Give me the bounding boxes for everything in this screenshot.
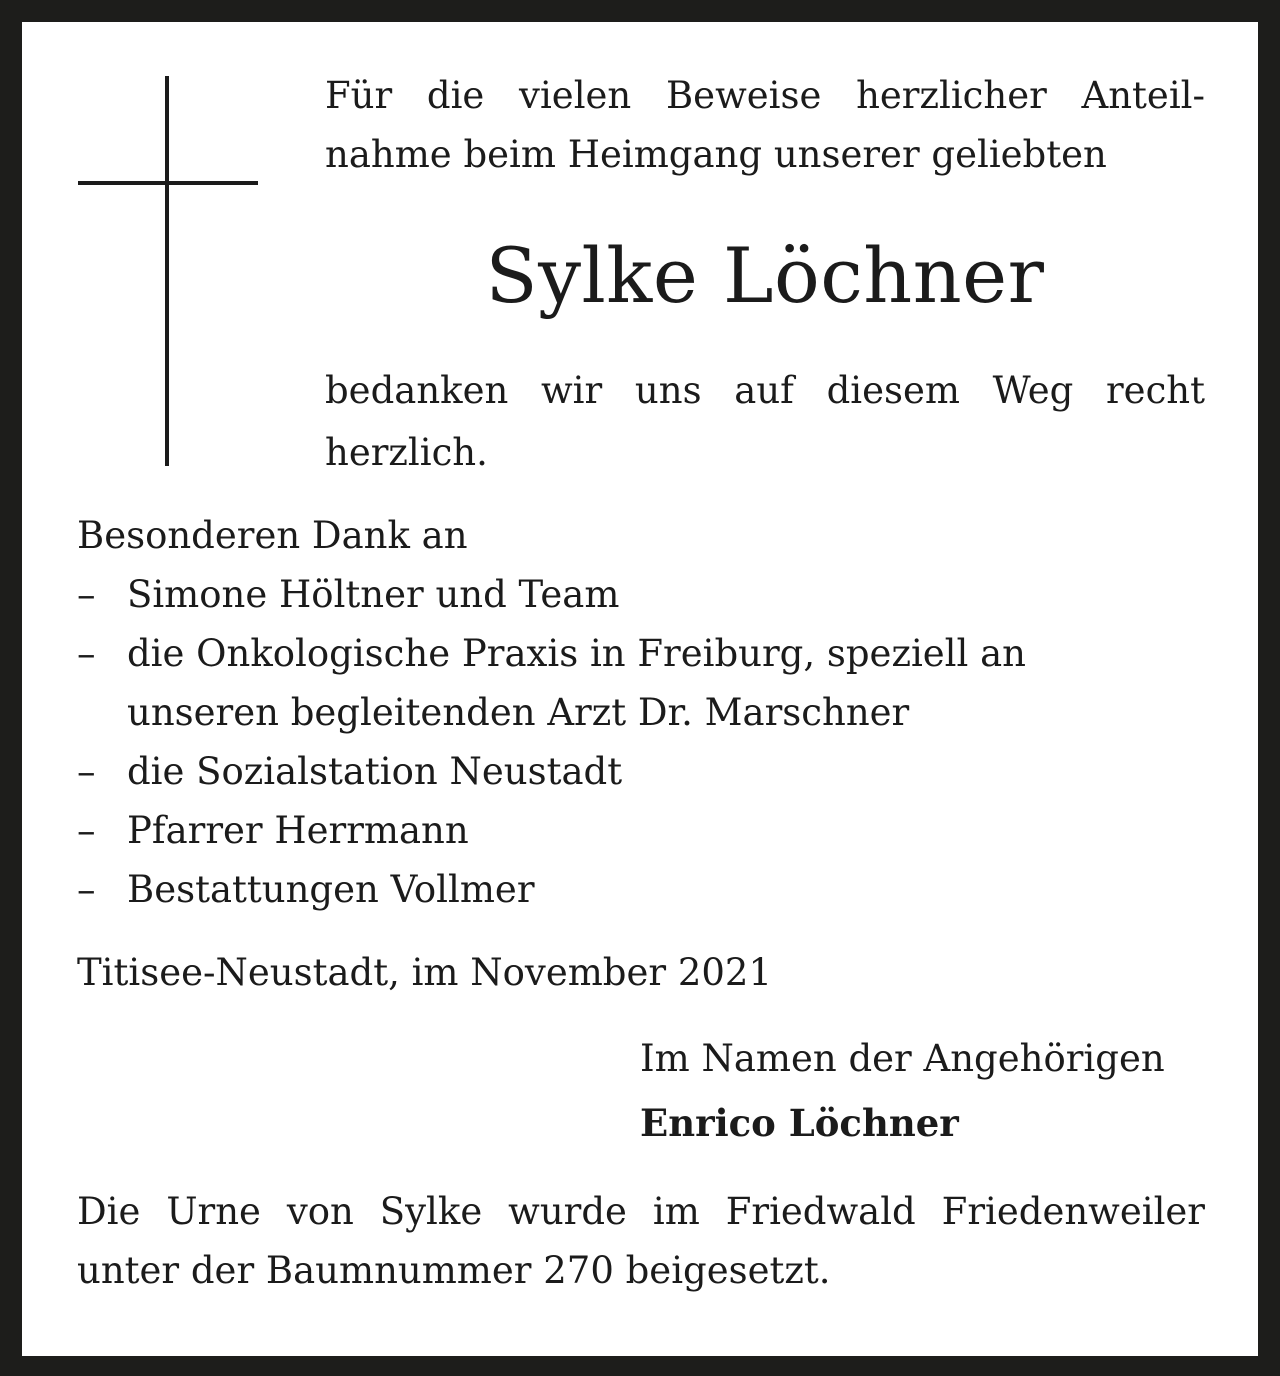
list-item [77, 742, 1205, 801]
intro-line-1: Für die vielen Beweise herzlicher Anteil- [325, 74, 1205, 117]
dash-bullet: – [77, 868, 96, 911]
dash-bullet: – [77, 573, 96, 616]
signoff [640, 1027, 1165, 1155]
dash-bullet: – [77, 632, 96, 675]
list-item-line: die Onkologische Praxis in Freiburg, speziell an [127, 632, 1026, 675]
special-thanks-heading: Besonderen Dank an [77, 514, 468, 557]
thanks-line-2: herzlich. [325, 431, 488, 474]
list-item [77, 624, 1205, 742]
cross-icon-bar [78, 181, 258, 185]
obituary-card [22, 22, 1258, 1356]
list-item-line-continued: unseren begleitenden Arzt Dr. Marschner [127, 691, 910, 734]
urn-note-line-2: unter der Baumnummer 270 beigesetzt. [77, 1249, 831, 1292]
deceased-name: Sylke Löchner [485, 231, 1045, 320]
place-date: Titisee-Neustadt, im November 2021 [77, 951, 772, 994]
on-behalf-text: Im Namen der Angehörigen [640, 1037, 1165, 1080]
special-thanks-list [77, 565, 1205, 919]
intro-text [325, 66, 1205, 184]
list-item [77, 565, 1205, 624]
thanks-text [325, 360, 1205, 484]
list-item-line: Pfarrer Herrmann [127, 809, 469, 852]
dash-bullet: – [77, 750, 96, 793]
list-item [77, 860, 1205, 919]
list-item-line: die Sozialstation Neustadt [127, 750, 623, 793]
special-thanks [77, 506, 1205, 919]
list-item-line: Simone Höltner und Team [127, 573, 620, 616]
dash-bullet: – [77, 809, 96, 852]
thanks-line-1: bedanken wir uns auf diesem Weg recht [325, 369, 1205, 412]
intro-line-2: nahme beim Heimgang unserer geliebten [325, 133, 1107, 176]
list-item-line: Bestattungen Vollmer [127, 868, 535, 911]
urn-note-line-1: Die Urne von Sylke wurde im Friedwald Friedenweiler [77, 1190, 1205, 1233]
signer-name: Enrico Löchner [640, 1101, 959, 1145]
cross-icon [165, 76, 169, 466]
list-item [77, 801, 1205, 860]
urn-note [77, 1182, 1205, 1300]
